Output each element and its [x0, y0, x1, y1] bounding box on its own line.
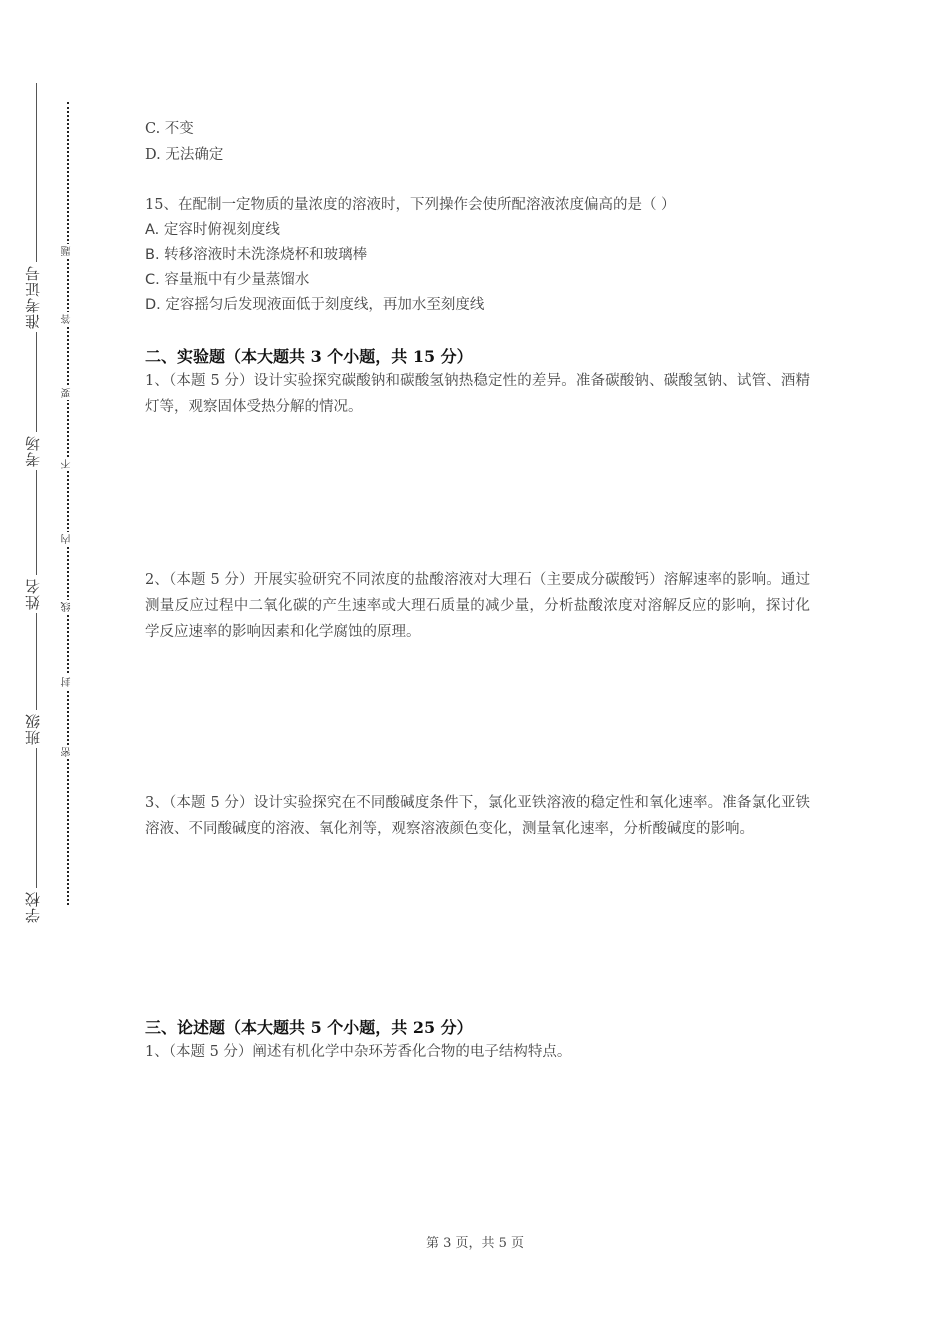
field-label-name: 姓名: [22, 575, 43, 613]
section-3-question-1: 1、（本题 5 分）阐述有机化学中杂环芳香化合物的电子结构特点。: [145, 1044, 572, 1060]
section-2-question-3: 3、（本题 5 分）设计实验探究在不同酸碱度条件下，氯化亚铁溶液的稳定性和氧化速率。准备氯化亚铁溶液、不同酸碱度的溶液、氧化剂等，观察溶液颜色变化，测量氧化速率，分析酸碱度的影响。: [145, 795, 810, 837]
seal-char: 封: [62, 677, 73, 687]
question-15-option-d: D. 定容摇匀后发现液面低于刻度线，再加水至刻度线: [145, 297, 485, 313]
option-c: C. 不变: [145, 121, 194, 137]
seal-char: 密: [62, 747, 73, 757]
question-15-stem: 15、在配制一定物质的量浓度的溶液时，下列操作会使所配溶液浓度偏高的是（ ）: [145, 197, 676, 213]
seal-dotted-line: [67, 102, 69, 905]
section-2-question-2: 2、（本题 5 分）开展实验研究不同浓度的盐酸溶液对大理石（主要成分碳酸钙）溶解速率的影响。通过测量反应过程中二氧化碳的产生速率或大理石质量的减少量，分析盐酸浓度对溶解反应的影响，探讨化学反应速率的影响因素和化学腐蚀的原理。: [145, 572, 810, 640]
section-2-title: 二、实验题（本大题共 3 个小题，共 15 分）: [145, 347, 473, 366]
page-indicator: 第 3 页，共 5 页: [425, 1236, 525, 1251]
section-3-title: 三、论述题（本大题共 5 个小题，共 25 分）: [145, 1018, 473, 1037]
seal-char: 内: [62, 534, 73, 544]
field-label-exam-number: 准考证号: [22, 262, 43, 332]
field-label-school: 学校: [22, 888, 43, 926]
seal-char: 线: [62, 602, 73, 612]
question-15-option-a: A. 定容时俯视刻度线: [145, 222, 280, 238]
option-d: D. 无法确定: [145, 147, 224, 163]
section-2-question-1: 1、（本题 5 分）设计实验探究碳酸钠和碳酸氢钠热稳定性的差异。准备碳酸钠、碳酸氢钠、试管、酒精灯等，观察固体受热分解的情况。: [145, 373, 810, 415]
question-15-option-c: C. 容量瓶中有少量蒸馏水: [145, 272, 310, 288]
seal-char: 不: [62, 459, 73, 469]
field-label-exam-room: 考场: [22, 432, 43, 470]
question-15-option-b: B. 转移溶液时未洗涤烧杯和玻璃棒: [145, 247, 368, 263]
field-label-class: 班级: [22, 710, 43, 748]
binding-margin: [0, 0, 100, 1344]
seal-char: 要: [62, 388, 73, 398]
fill-in-line: [36, 83, 37, 889]
seal-char: 答: [62, 314, 73, 324]
seal-char: 题: [62, 246, 73, 256]
